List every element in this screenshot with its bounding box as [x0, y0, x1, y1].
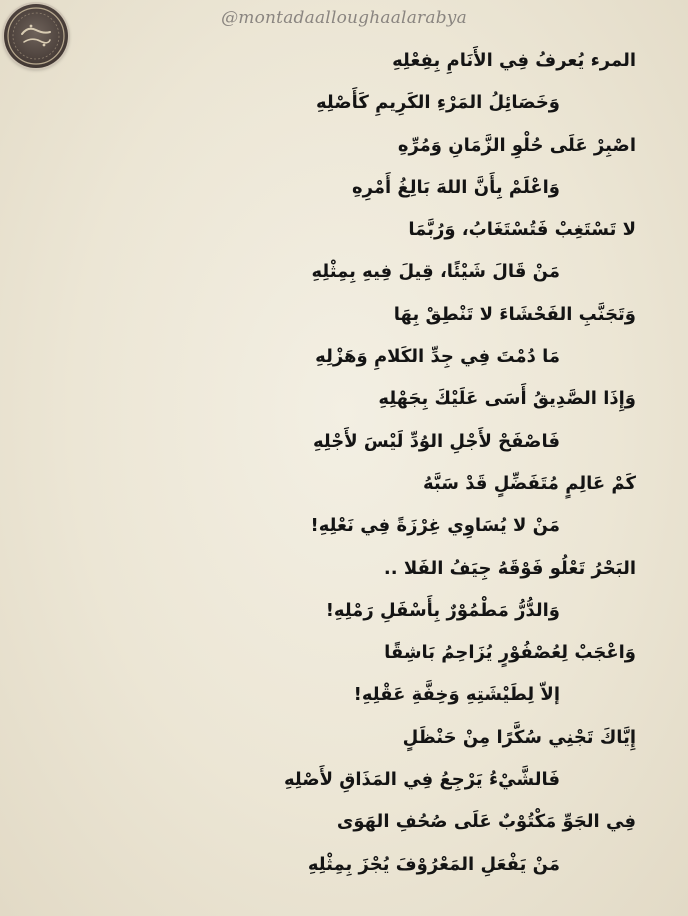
poem-line: البَحْرُ تَعْلُو فَوْقَهُ جِيَفُ الفَلا ..	[383, 557, 636, 579]
poem-line: وَإِذَا الصَّدِيقُ أَسَى عَلَيْكَ بِجَهْلِهِ	[378, 388, 636, 410]
poem-line: وَتَجَنَّبِ الفَحْشَاءَ لا تَنْطِقْ بِهَا	[393, 303, 636, 325]
poem-line: إلاّ لِطَيْشَتِهِ وَخِفَّةِ عَقْلِهِ!	[353, 684, 560, 706]
poem-line: وَخَصَائِلُ المَرْءِ الكَرِيمِ كَأَصْلِهِ	[315, 92, 560, 114]
poem-text	[0, 40, 688, 886]
poem-line: فِي الجَوِّ مَكْتُوْبٌ عَلَى صُحُفِ الهَوَى	[336, 811, 636, 833]
poem-line: وَالدُّرُّ مَطْمُوْرٌ بِأَسْفَلِ رَمْلِهِ!	[325, 599, 560, 621]
poem-line: مَنْ يَفْعَلِ المَعْرُوْفَ يُجْزَ بِمِثْلِهِ	[307, 853, 560, 875]
poem-line: مَا دُمْتَ فِي جِدِّ الكَلامِ وَهَزْلِهِ	[315, 346, 560, 368]
poem-line: كَمْ عَالِمٍ مُتَفَضِّلٍ قَدْ سَبَّهُ	[423, 472, 636, 494]
poem-line: فَاصْفَحْ لأَجْلِ الوُدِّ لَيْسَ لأَجْلِهِ	[312, 430, 560, 452]
poem-line: وَاعْلَمْ بِأَنَّ اللهَ بَالِغُ أَمْرِهِ	[352, 176, 560, 198]
poem-line: لا تَسْتَغِبْ فَتُسْتَغَابُ، وَرُبَّمَا	[408, 219, 636, 241]
poem-line: اصْبِرْ عَلَى حُلْوِ الزَّمَانِ وَمُرِّهِ	[397, 134, 636, 156]
poem-line: فَالشَّيْءُ يَرْجِعُ فِي المَذَاقِ لأَصْلِهِ	[283, 769, 560, 791]
poem-line: وَاعْجَبْ لِعُصْفُوْرٍ يُزَاحِمُ بَاشِقًا	[384, 642, 636, 664]
poem-line: المرء يُعرفُ فِي الأَنَامِ بِفِعْلِهِ	[392, 50, 636, 71]
poem-line: إِيَّاكَ تَجْنِي سُكَّرًا مِنْ حَنْظَلٍ	[402, 726, 636, 748]
poem-line: مَنْ لا يُسَاوِي غِرْزَةً فِي نَعْلِهِ!	[310, 515, 560, 537]
account-handle-watermark: @montadaalloughaalarabya	[221, 8, 467, 28]
poem-line: مَنْ قَالَ شَيْئًا، قِيلَ فِيهِ بِمِثْلِهِ	[311, 261, 560, 283]
